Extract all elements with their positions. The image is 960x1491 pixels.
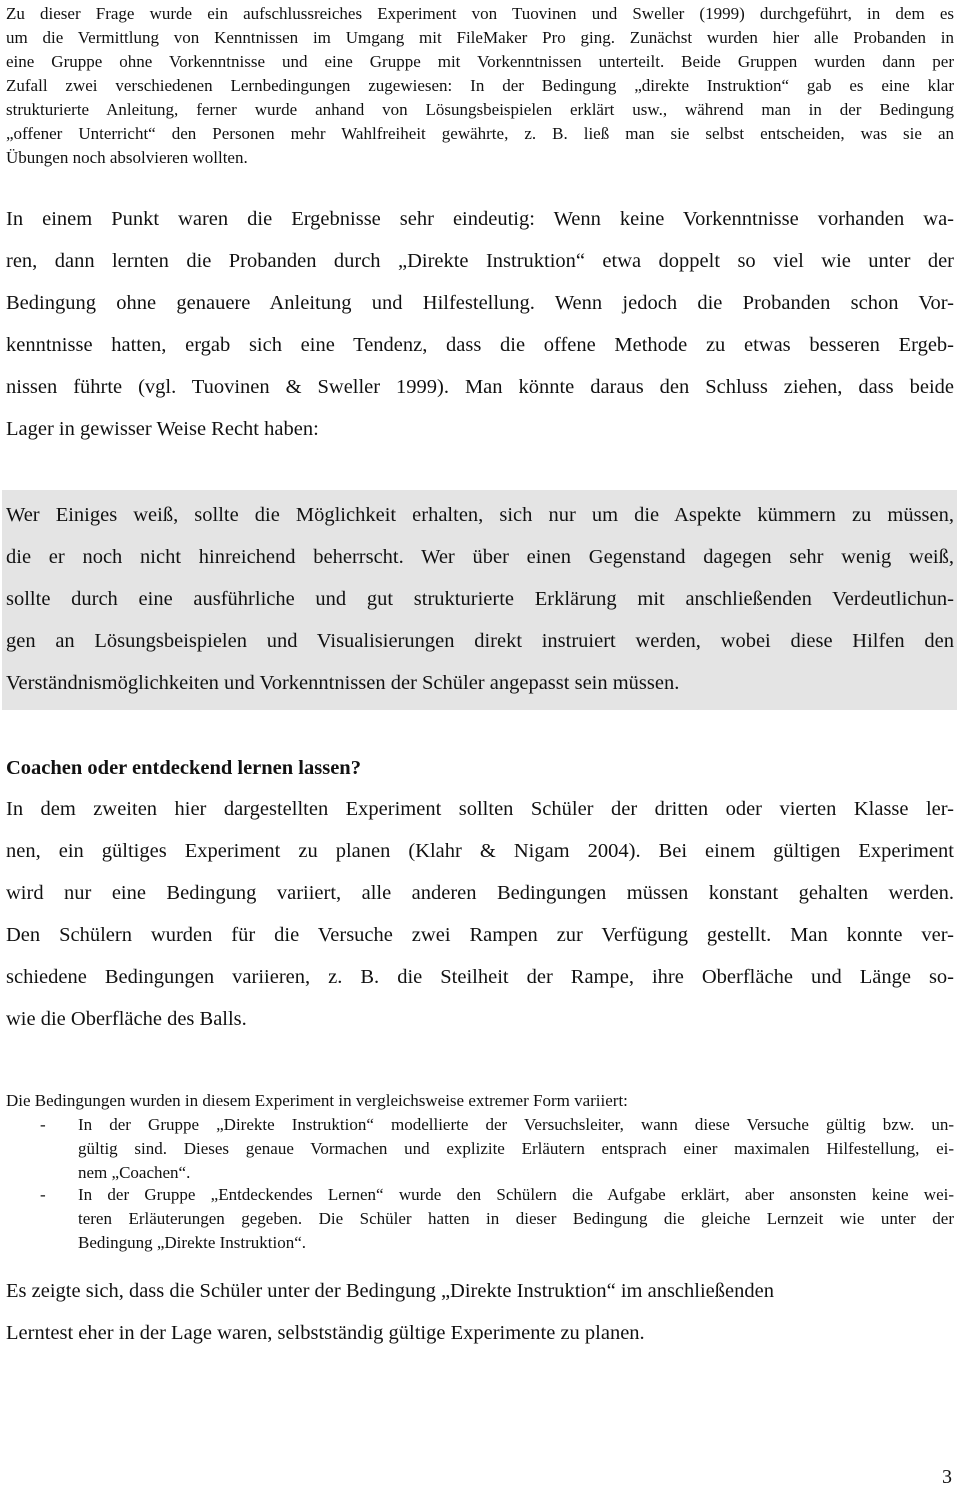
- text-line: In der Gruppe „Direkte Instruktion“ modellierte der Versuchsleiter, wann diese Versuche gültig bzw. un-: [78, 1115, 954, 1134]
- text-line: Zu dieser Frage wurde ein aufschlussreiches Experiment von Tuovinen und Sweller (1999) durchgeführt, in dem es: [6, 4, 954, 23]
- text-line: wie die Oberfläche des Balls.: [6, 1008, 247, 1030]
- text-line: nem „Coachen“.: [78, 1163, 191, 1182]
- list-item-text: [78, 1183, 954, 1255]
- text-line: Es zeigte sich, dass die Schüler unter der Bedingung „Direkte Instruktion“ im anschließenden: [6, 1280, 774, 1302]
- results-paragraph: [6, 198, 954, 450]
- page-number: 3: [942, 1466, 952, 1488]
- list-dash: -: [40, 1115, 46, 1134]
- text-line: In dem zweiten hier dargestellten Experiment sollten Schüler der dritten oder vierten Klasse ler-: [6, 798, 954, 820]
- text-line: schiedene Bedingungen variieren, z. B. die Steilheit der Rampe, ihre Oberfläche und Länge so-: [6, 966, 954, 988]
- text-line: Übungen noch absolvieren wollten.: [6, 148, 248, 167]
- list-dash: -: [40, 1185, 46, 1204]
- section-paragraph: [6, 788, 954, 1040]
- text-line: nen, ein gültiges Experiment zu planen (Klahr & Nigam 2004). Bei einem gültigen Experiment: [6, 840, 954, 862]
- text-line: um die Vermittlung von Kenntnissen im Umgang mit FileMaker Pro ging. Zunächst wurden hier alle Probanden in: [6, 28, 954, 47]
- text-line: In der Gruppe „Entdeckendes Lernen“ wurde den Schülern die Aufgabe erklärt, aber ansonsten keine wei-: [78, 1185, 954, 1204]
- list-item: [6, 1183, 954, 1255]
- text-line: kenntnisse hatten, ergab sich eine Tendenz, dass die offene Methode zu etwas besseren Ergeb-: [6, 334, 954, 356]
- conditions-intro: Die Bedingungen wurden in diesem Experiment in vergleichsweise extremer Form variiert:: [6, 1091, 628, 1110]
- text-line: Lager in gewisser Weise Recht haben:: [6, 418, 319, 440]
- conclusion-paragraph: [6, 1270, 954, 1354]
- text-line: eine Gruppe ohne Vorkenntnisse und eine Gruppe mit Vorkenntnissen unterteilt. Beide Gruppen wurden dann per: [6, 52, 954, 71]
- text-line: ren, dann lernten die Probanden durch „Direkte Instruktion“ etwa doppelt so viel wie unter der: [6, 250, 954, 272]
- text-line: sollte durch eine ausführliche und gut strukturierte Erklärung mit anschließenden Verdeutlichun-: [6, 588, 954, 610]
- text-line: Wer Einiges weiß, sollte die Möglichkeit erhalten, sich nur um die Aspekte kümmern zu müssen,: [6, 504, 954, 526]
- text-line: wird nur eine Bedingung variiert, alle anderen Bedingungen müssen konstant gehalten werden.: [6, 882, 954, 904]
- text-line: gen an Lösungsbeispielen und Visualisierungen direkt instruiert werden, wobei diese Hilfen den: [6, 630, 954, 652]
- text-line: Den Schülern wurden für die Versuche zwei Rampen zur Verfügung gestellt. Man konnte ver-: [6, 924, 954, 946]
- text-line: „offener Unterricht“ den Personen mehr Wahlfreiheit gewährte, z. B. ließ man sie selbst entscheiden, was sie an: [6, 124, 954, 143]
- text-line: nissen führte (vgl. Tuovinen & Sweller 1999). Man könnte daraus den Schluss ziehen, dass beide: [6, 376, 954, 398]
- text-line: Zufall zwei verschiedenen Lernbedingungen zugewiesen: In der Bedingung „direkte Instruktion“ gab es eine klar: [6, 76, 954, 95]
- highlighted-paragraph: [6, 494, 954, 704]
- text-line: Verständnismöglichkeiten und Vorkenntnissen der Schüler angepasst sein müssen.: [6, 672, 680, 694]
- text-line: teren Erläuterungen gegeben. Die Schüler hatten in dieser Bedingung die gleiche Lernzeit wie unter der: [78, 1209, 954, 1228]
- text-line: strukturierte Anleitung, ferner wurde anhand von Lösungsbeispielen erklärt usw., während man in der Bedingung: [6, 100, 954, 119]
- text-line: gültig sind. Dieses genaue Vormachen und explizite Erläutern entsprach einer maximalen Hilfestellung, ei-: [78, 1139, 954, 1158]
- text-line: Bedingung „Direkte Instruktion“.: [78, 1233, 307, 1252]
- text-line: Bedingung ohne genauere Anleitung und Hilfestellung. Wenn jedoch die Probanden schon Vor-: [6, 292, 954, 314]
- text-line: Lerntest eher in der Lage waren, selbstständig gültige Experimente zu planen.: [6, 1322, 645, 1344]
- text-line: die er noch nicht hinreichend beherrscht. Wer über einen Gegenstand dagegen sehr wenig weiß,: [6, 546, 954, 568]
- list-item-text: [78, 1113, 954, 1185]
- intro-paragraph: [6, 2, 954, 170]
- text-line: In einem Punkt waren die Ergebnisse sehr eindeutig: Wenn keine Vorkenntnisse vorhanden wa-: [6, 208, 954, 230]
- list-item: [6, 1113, 954, 1185]
- section-heading: Coachen oder entdeckend lernen lassen?: [6, 757, 361, 779]
